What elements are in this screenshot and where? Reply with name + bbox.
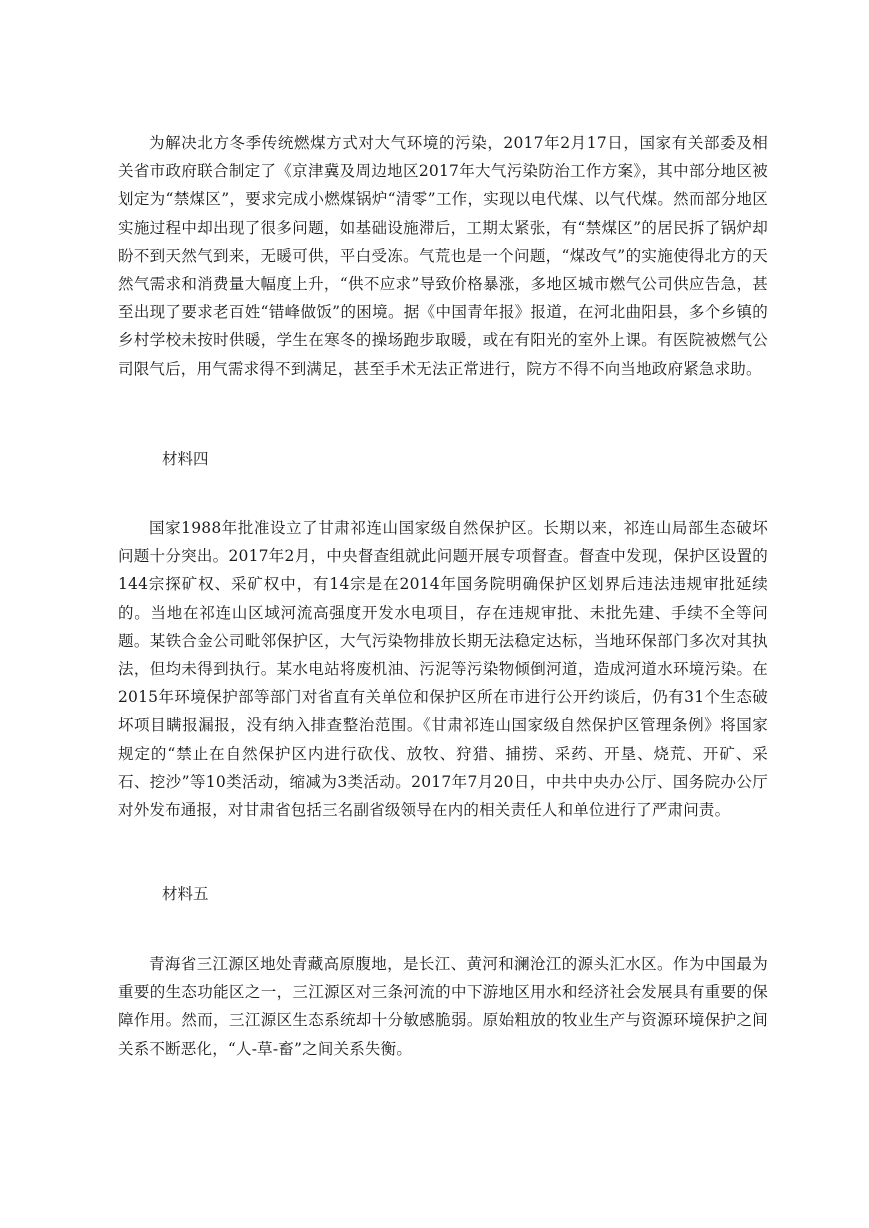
paragraph-coal-ban: 为解决北方冬季传统燃煤方式对大气环境的污染，2017年2月17日，国家有关部委及相关省市政府联合制定了《京津冀及周边地区2017年大气污染防治工作方案》，其中部分地区被划定为“禁煤区”，要求完成小燃煤锅炉“清零”工作，实现以电代煤、以气代煤。然而部分地区实施过程中却出现了很多问题，如基础设施滞后，工期太紧张，有“禁煤区”的居民拆了锅炉却盼不到天然气到来，无暖可供，平白受冻。气荒也是一个问题，“煤改气”的实施使得北方的天然气需求和消费量大幅度上升，“供不应求”导致价格暴涨，多地区城市燃气公司供应告急，甚至出现了要求老百姓“错峰做饭”的困境。据《中国青年报》报道，在河北曲阳县，多个乡镇的乡村学校未按时供暖，学生在寒冬的操场跑步取暖，或在有阳光的室外上课。有医院被燃气公司限气后，用气需求得不到满足，甚至手术无法正常进行，院方不得不向当地政府紧急求助。 bbox=[118, 134, 768, 378]
paragraph-qilian-mountains: 国家1988年批准设立了甘肃祁连山国家级自然保护区。长期以来，祁连山局部生态破坏问题十分突出。2017年2月，中央督查组就此问题开展专项督查。督查中发现，保护区设置的144宗探矿权、采矿权中，有14宗是在2014年国务院明确保护区划界后违法违规审批延续的。当地在祁连山区域河流高强度开发水电项目，存在违规审批、未批先建、手续不全等问题。某铁合金公司毗邻保护区，大气污染物排放长期无法稳定达标，当地环保部门多次对其执法，但均未得到执行。某水电站将废机油、污泥等污染物倾倒河道，造成河道水环境污染。在2015年环境保护部等部门对省直有关单位和保护区所在市进行公开约谈后，仍有31个生态破坏项目瞒报漏报，没有纳入排查整治范围。《甘肃祁连山国家级自然保护区管理条例》将国家规定的“禁止在自然保护区内进行砍伐、放牧、狩猎、捕捞、采药、开垦、烧荒、开矿、采石、挖沙”等10类活动，缩减为3类活动。2017年7月20日，中共中央办公厅、国务院办公厅对外发布通报，对甘肃省包括三名副省级领导在内的相关责任人和单位进行了严肃问责。 bbox=[118, 519, 768, 820]
paragraph-sanjiangyuan: 青海省三江源区地处青藏高原腹地，是长江、黄河和澜沧江的源头汇水区。作为中国最为重要的生态功能区之一，三江源区对三条河流的中下游地区用水和经济社会发展具有重要的保障作用。然而，三江源区生态系统却十分敏感脆弱。原始粗放的牧业生产与资源环境保护之间关系不断恶化，“人-草-畜”之间关系失衡。 bbox=[118, 955, 768, 1058]
heading-material-5: 材料五 bbox=[162, 885, 209, 903]
heading-material-4: 材料四 bbox=[162, 450, 209, 468]
